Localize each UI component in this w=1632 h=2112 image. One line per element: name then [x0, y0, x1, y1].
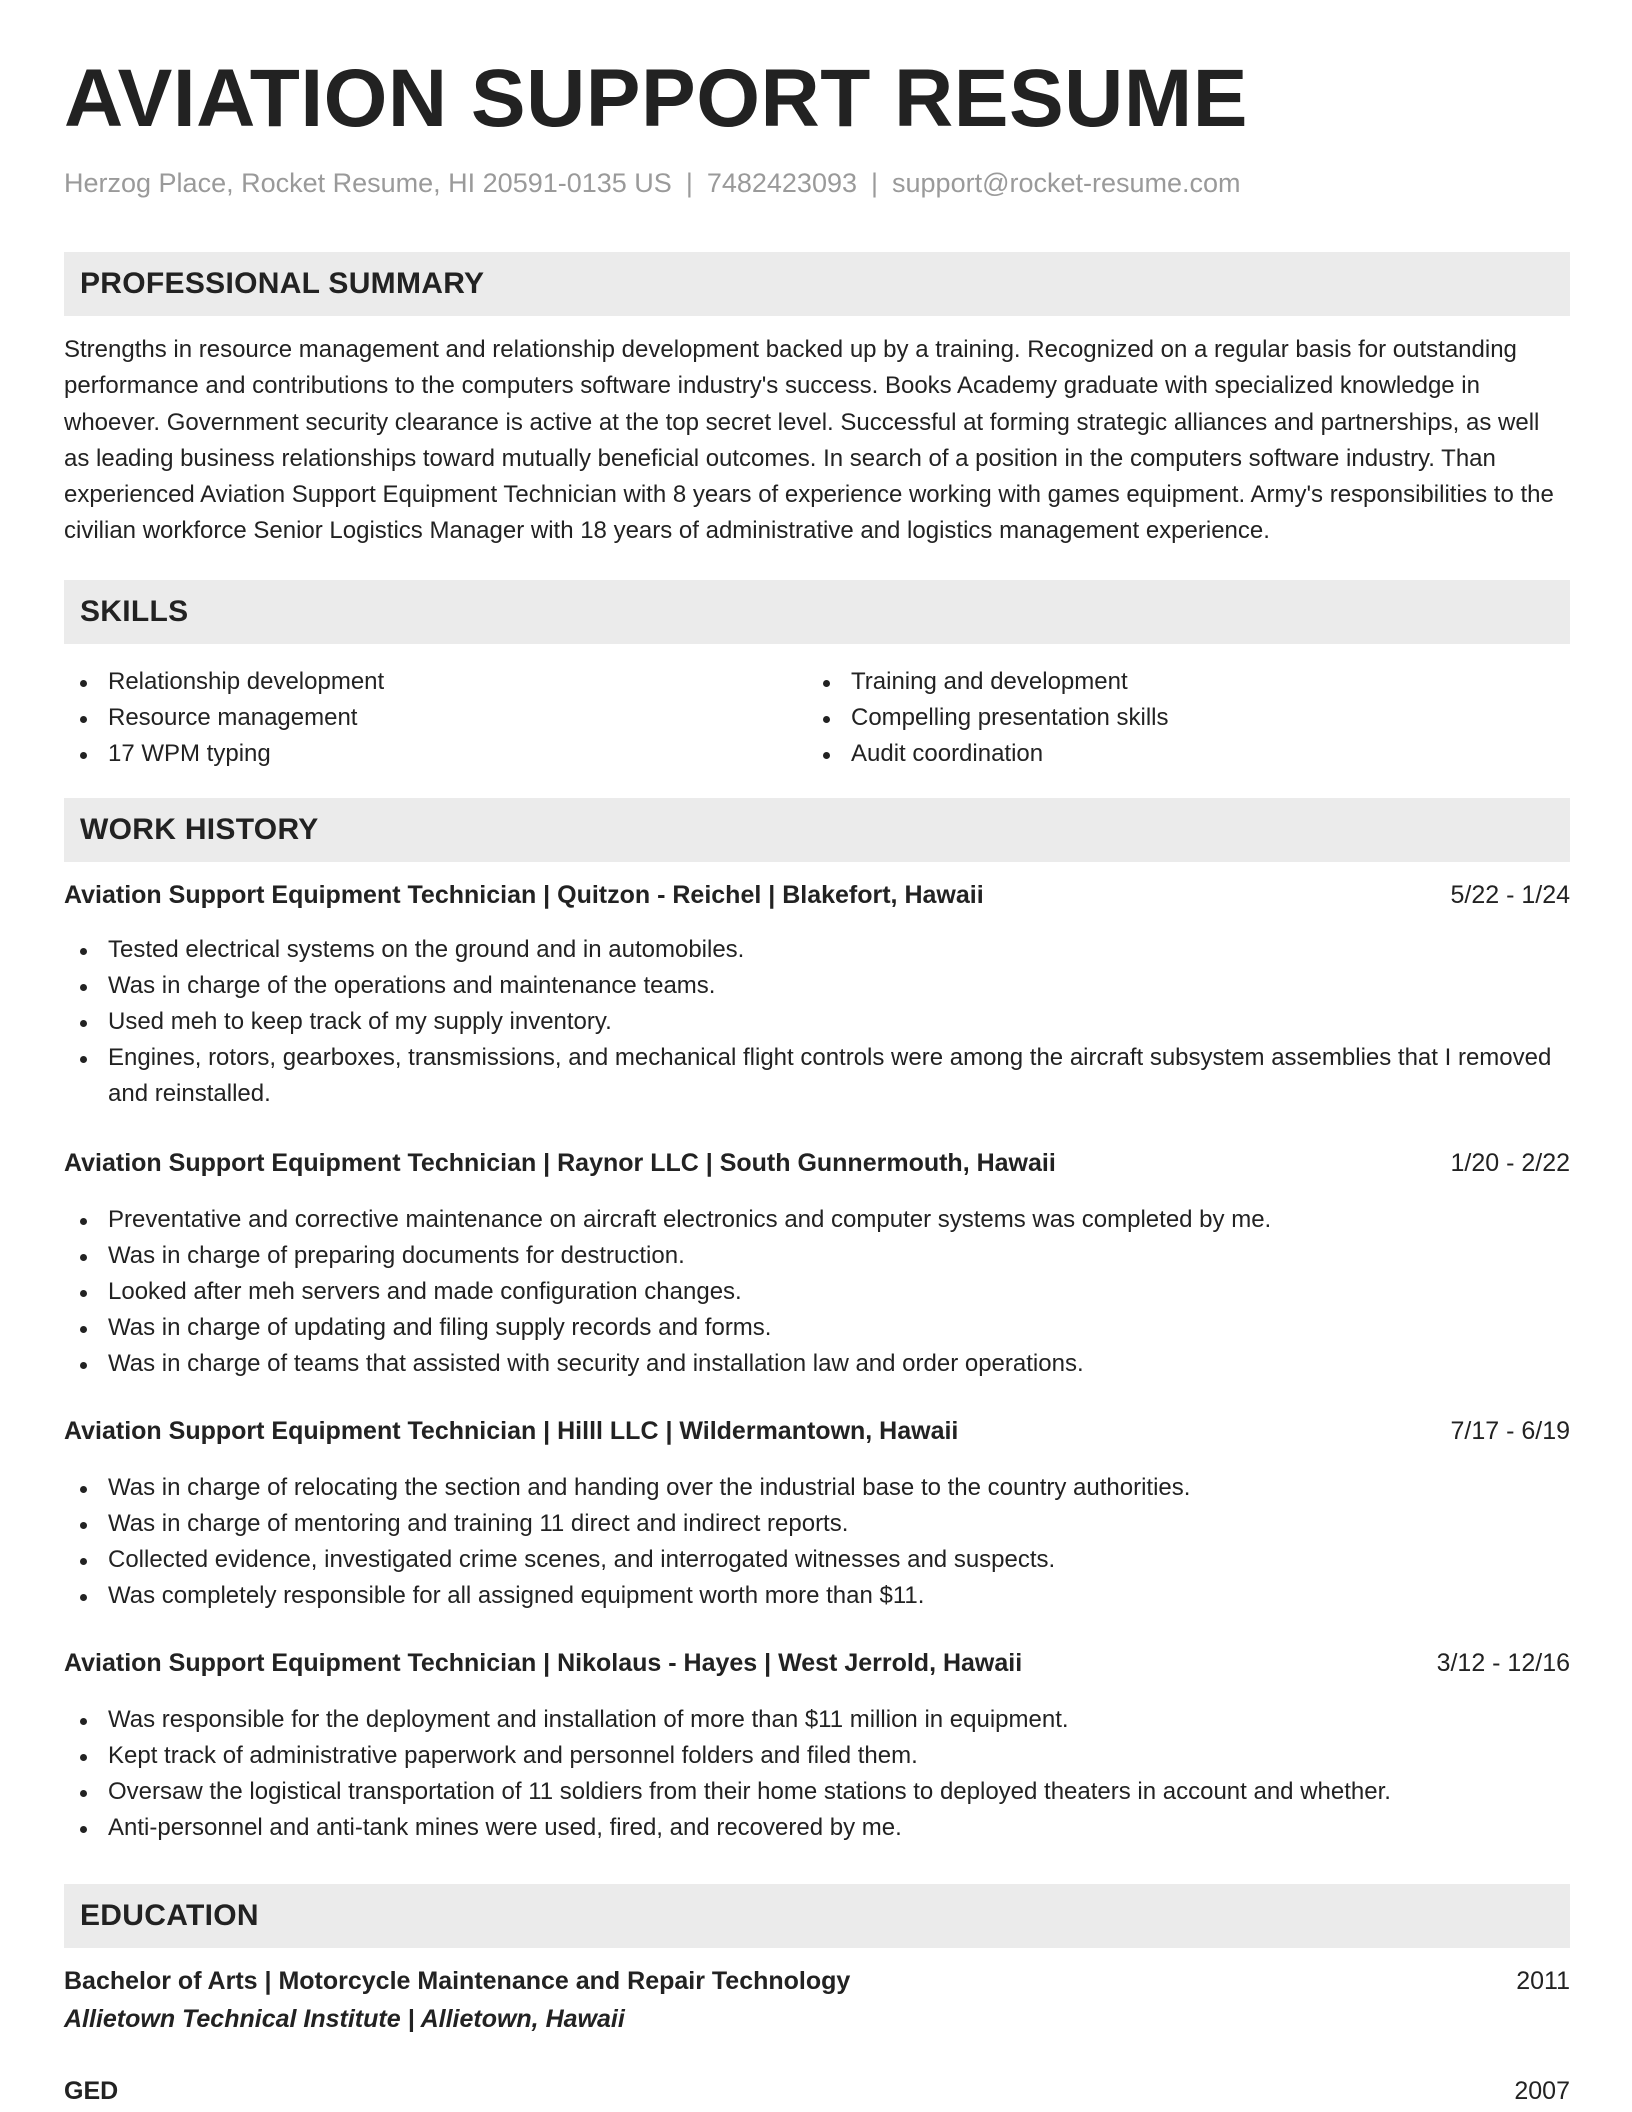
education-degree: Bachelor of Arts | Motorcycle Maintenance and Repair Technology	[64, 1967, 851, 1995]
skills-section-header	[64, 580, 1570, 644]
education-school: Allietown Technical Institute | Allietown, Hawaii	[64, 2005, 625, 2033]
education-year: 2011	[1516, 1967, 1570, 1995]
job-title: Aviation Support Equipment Technician | Quitzon - Reichel | Blakefort, Hawaii	[64, 881, 984, 909]
skills-list	[64, 664, 1570, 772]
job-bullet: Used meh to keep track of my supply inventory.	[64, 1004, 1570, 1040]
job-heading	[64, 1417, 1570, 1451]
contact-email[interactable]: support@rocket-resume.com	[892, 168, 1241, 198]
job-bullet: Collected evidence, investigated crime scenes, and interrogated witnesses and suspects.	[64, 1542, 1570, 1578]
contact-line	[64, 168, 1241, 199]
job-title: Aviation Support Equipment Technician | Hilll LLC | Wildermantown, Hawaii	[64, 1417, 959, 1445]
job-dates: 7/17 - 6/19	[1450, 1417, 1570, 1445]
contact-separator: |	[871, 168, 879, 198]
education-degree: GED	[64, 2077, 119, 2105]
job-bullet: Looked after meh servers and made configuration changes.	[64, 1274, 1570, 1310]
skills-column-right	[807, 664, 1550, 772]
job-bullet: Preventative and corrective maintenance on aircraft electronics and computer systems was completed by me.	[64, 1202, 1570, 1238]
skill-item: 17 WPM typing	[64, 736, 807, 772]
skill-item: Relationship development	[64, 664, 807, 700]
work-section-title: WORK HISTORY	[80, 813, 319, 846]
job-bullets	[64, 1702, 1570, 1846]
contact-separator: |	[685, 168, 693, 198]
job-bullet: Was responsible for the deployment and installation of more than $11 million in equipment.	[64, 1702, 1570, 1738]
job-dates: 5/22 - 1/24	[1450, 881, 1570, 909]
job-bullet: Kept track of administrative paperwork and personnel folders and filed them.	[64, 1738, 1570, 1774]
skill-item: Training and development	[807, 664, 1550, 700]
education-year: 2007	[1514, 2077, 1570, 2105]
contact-phone: 7482423093	[706, 168, 857, 198]
job-bullet: Was in charge of mentoring and training 11 direct and indirect reports.	[64, 1506, 1570, 1542]
work-section-header	[64, 798, 1570, 862]
job-bullet: Was in charge of updating and filing supply records and forms.	[64, 1310, 1570, 1346]
job-title: Aviation Support Equipment Technician | Nikolaus - Hayes | West Jerrold, Hawaii	[64, 1649, 1023, 1677]
contact-address: Herzog Place, Rocket Resume, HI 20591-0135 US	[64, 168, 672, 198]
job-bullets	[64, 1470, 1570, 1614]
education-section-title: EDUCATION	[80, 1899, 259, 1932]
skill-item: Resource management	[64, 700, 807, 736]
job-bullets	[64, 932, 1570, 1112]
job-bullet: Anti-personnel and anti-tank mines were used, fired, and recovered by me.	[64, 1810, 1570, 1846]
job-dates: 3/12 - 12/16	[1436, 1649, 1570, 1677]
skill-item: Audit coordination	[807, 736, 1550, 772]
education-section-header	[64, 1884, 1570, 1948]
education-entry-heading	[64, 1967, 1570, 2001]
job-bullet: Was in charge of the operations and maintenance teams.	[64, 968, 1570, 1004]
job-bullet: Was in charge of teams that assisted with security and installation law and order operations.	[64, 1346, 1570, 1382]
job-bullet: Was in charge of preparing documents for destruction.	[64, 1238, 1570, 1274]
education-entry-heading	[64, 2077, 1570, 2111]
job-bullet: Oversaw the logistical transportation of 11 soldiers from their home stations to deployed theaters in account and whether.	[64, 1774, 1570, 1810]
summary-section-title: PROFESSIONAL SUMMARY	[80, 267, 485, 300]
skills-section-title: SKILLS	[80, 595, 189, 628]
job-bullet: Tested electrical systems on the ground and in automobiles.	[64, 932, 1570, 968]
job-bullet: Was completely responsible for all assigned equipment worth more than $11.	[64, 1578, 1570, 1614]
job-dates: 1/20 - 2/22	[1450, 1149, 1570, 1177]
job-heading	[64, 1149, 1570, 1183]
job-bullet: Was in charge of relocating the section and handing over the industrial base to the country authorities.	[64, 1470, 1570, 1506]
summary-text: Strengths in resource management and relationship development backed up by a training. Recognized on a regular basis for outstanding performance and contributions to the computers software industry's success. Books Academy graduate with specialized knowledge in whoever. Government security clearance is active at the top secret level. Successful at forming strategic alliances and partnerships, as well as leading business relationships toward mutually beneficial outcomes. In search of a position in the computers software industry. Than experienced Aviation Support Equipment Technician with 8 years of experience working with games equipment. Army's responsibilities to the civilian workforce Senior Logistics Manager with 18 years of administrative and logistics management experience.	[64, 336, 1554, 545]
summary-section-header	[64, 252, 1570, 316]
job-bullets	[64, 1202, 1570, 1382]
job-title: Aviation Support Equipment Technician | Raynor LLC | South Gunnermouth, Hawaii	[64, 1149, 1056, 1177]
job-heading	[64, 1649, 1570, 1683]
job-heading	[64, 881, 1570, 915]
resume-name: AVIATION SUPPORT RESUME	[64, 53, 1248, 144]
skills-column-left	[64, 664, 807, 772]
job-bullet: Engines, rotors, gearboxes, transmissions, and mechanical flight controls were among the aircraft subsystem assemblies that I removed and reinstalled.	[64, 1040, 1570, 1112]
skill-item: Compelling presentation skills	[807, 700, 1550, 736]
